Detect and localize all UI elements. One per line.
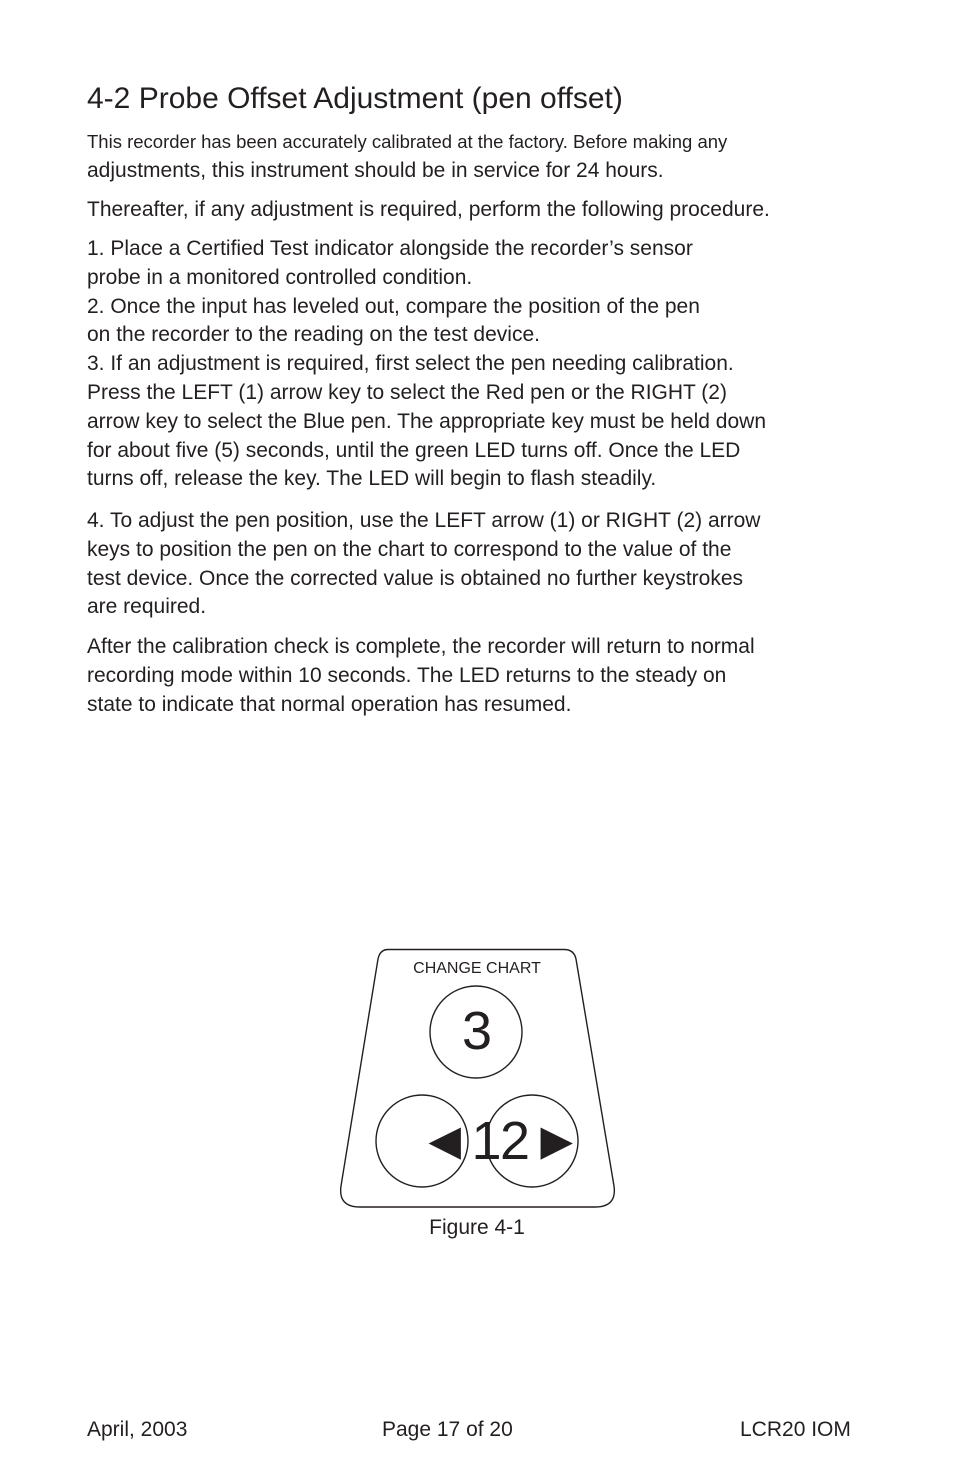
footer-document-id: LCR20 IOM: [740, 1418, 851, 1441]
step-line: 4. To adjust the pen position, use the LEFT arrow (1) or RIGHT (2) arrow: [87, 509, 761, 532]
step-line: keys to position the pen on the chart to correspond to the value of the: [87, 537, 732, 561]
step-line: Press the LEFT (1) arrow key to select the Red pen or the RIGHT (2): [87, 380, 727, 404]
thereafter-line: Thereafter, if any adjustment is required, perform the following procedure.: [87, 198, 770, 221]
step-line: test device. Once the corrected value is obtained no further keystrokes: [87, 566, 744, 590]
step-line: on the recorder to the reading on the test device.: [87, 323, 540, 347]
key-2-right-arrow-label: 2►: [500, 1111, 584, 1171]
intro-paragraph: [87, 128, 887, 186]
change-chart-label: CHANGE CHART: [413, 960, 541, 977]
step-line: arrow key to select the Blue pen. The appropriate key must be held down: [87, 409, 767, 433]
intro-line: This recorder has been accurately calibrated at the factory. Before making any: [87, 131, 728, 152]
after-paragraph: [87, 633, 887, 719]
figure-caption: Figure 4-1: [429, 1216, 525, 1239]
footer-page-number: Page 17 of 20: [382, 1418, 513, 1441]
footer-date: April, 2003: [87, 1418, 188, 1441]
step-line: 2. Once the input has leveled out, compare the position of the pen: [87, 294, 700, 318]
step-line: 3. If an adjustment is required, first select the pen needing calibration.: [87, 352, 734, 376]
after-line: recording mode within 10 seconds. The LED returns to the steady on: [87, 663, 727, 687]
keypad-figure: [338, 948, 616, 1210]
steps-1-3-paragraph: [87, 235, 887, 494]
after-line: After the calibration check is complete, the recorder will return to normal: [87, 635, 755, 658]
step-line: probe in a monitored controlled condition.: [87, 265, 473, 289]
key-3-label: 3: [462, 1001, 493, 1061]
step-4-paragraph: [87, 507, 887, 622]
thereafter-paragraph: [87, 196, 887, 225]
key-1-left-arrow-label: ◄1: [418, 1111, 502, 1171]
step-line: 1. Place a Certified Test indicator alongside the recorder’s sensor: [87, 237, 693, 260]
step-line: are required.: [87, 595, 207, 619]
intro-line: adjustments, this instrument should be in service for 24 hours.: [87, 158, 664, 182]
section-heading: 4-2 Probe Offset Adjustment (pen offset): [87, 82, 623, 115]
step-line: turns off, release the key. The LED will begin to flash steadily.: [87, 467, 657, 491]
after-line: state to indicate that normal operation has resumed.: [87, 692, 572, 716]
step-line: for about five (5) seconds, until the green LED turns off. Once the LED: [87, 438, 741, 462]
